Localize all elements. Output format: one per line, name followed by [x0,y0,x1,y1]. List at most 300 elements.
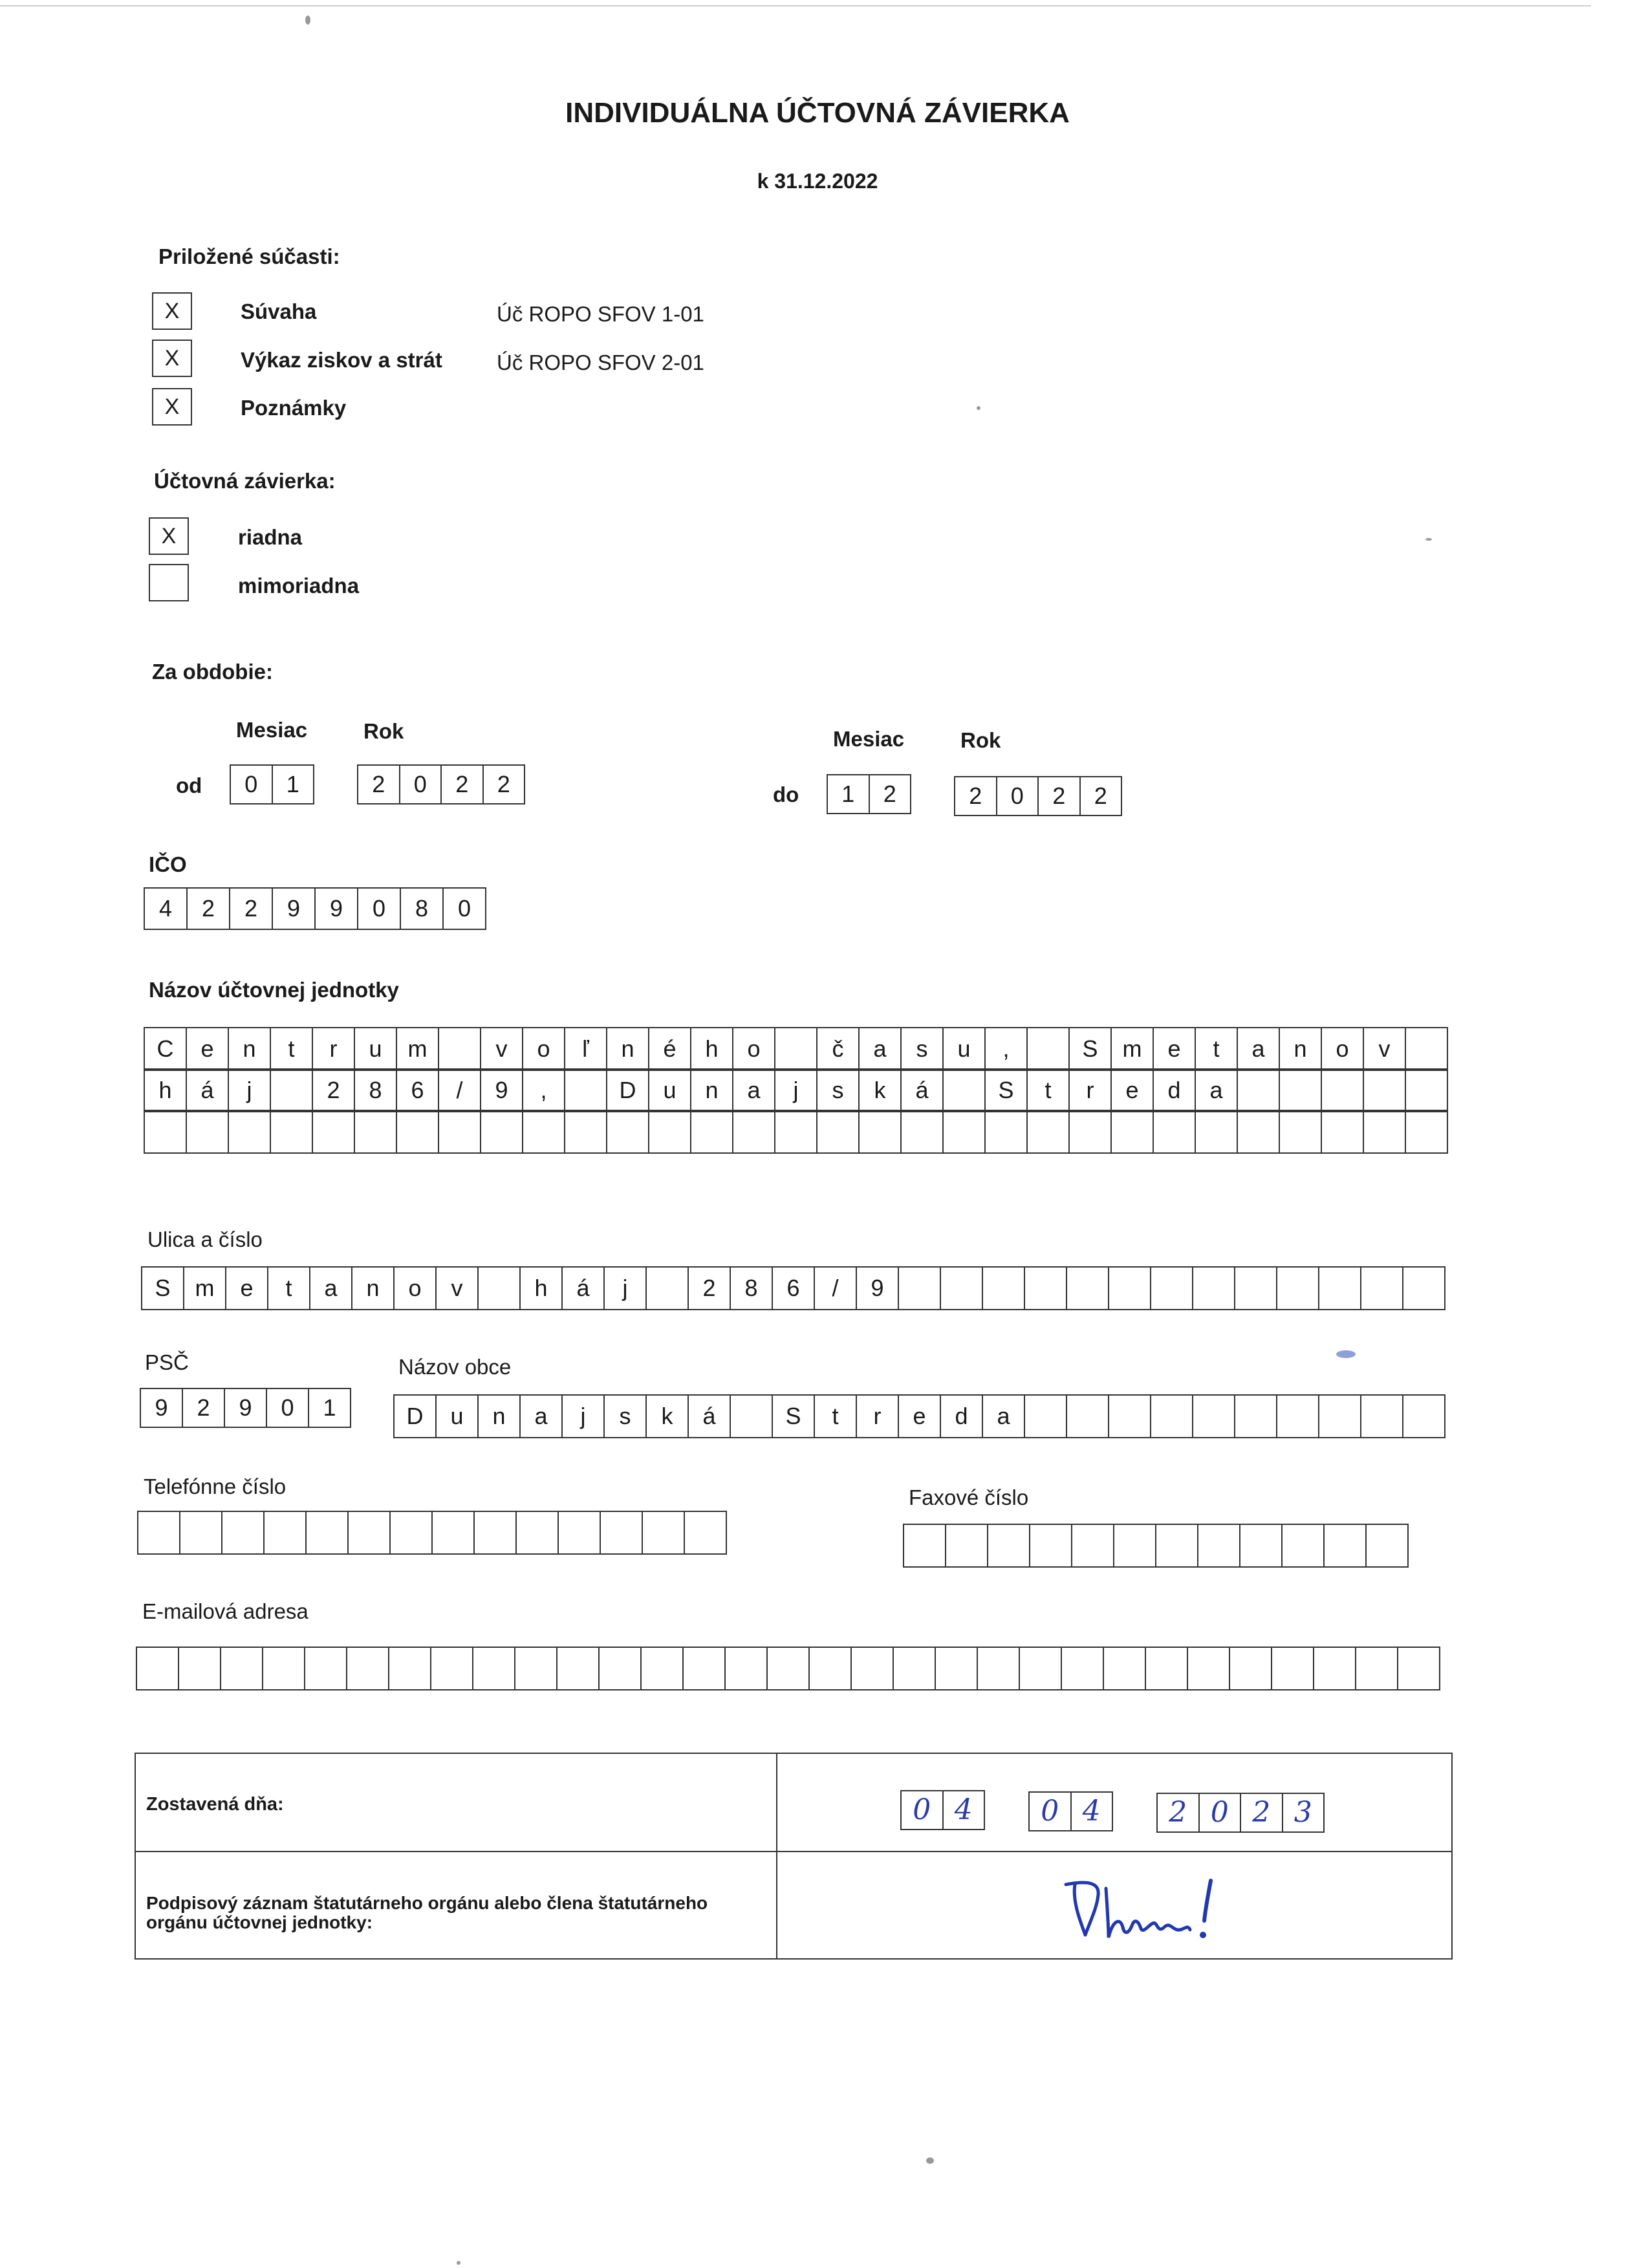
char-cell [1030,1524,1072,1568]
char-cell [1314,1647,1356,1690]
char-cell [649,1110,691,1154]
char-cell: u [944,1027,986,1071]
street-field[interactable] [141,1266,1446,1310]
char-cell [1277,1266,1319,1310]
char-cell [180,1511,222,1555]
char-cell: S [1070,1027,1112,1071]
char-cell [1188,1647,1230,1690]
psc-label: PSČ [145,1350,189,1374]
char-cell: / [439,1068,481,1112]
compiled-year-field[interactable] [1156,1793,1325,1833]
char-cell: n [352,1266,395,1310]
char-cell [1028,1110,1070,1154]
to-label: do [773,783,799,806]
digit-cell: 2 [1158,1793,1200,1833]
char-cell: t [1028,1068,1070,1112]
char-cell: u [355,1027,397,1071]
char-cell [1196,1110,1238,1154]
char-cell: j [229,1068,271,1112]
char-cell: v [437,1266,479,1310]
char-cell [558,1647,600,1690]
char-cell: s [817,1068,860,1112]
scan-speck [926,2157,934,2164]
digit-cell: 0 [358,887,401,930]
char-cell [263,1647,305,1690]
from-label: od [176,773,202,797]
from-month-field[interactable] [230,764,314,805]
char-cell [1238,1068,1280,1112]
char-cell: 1 [309,1388,351,1428]
char-cell [347,1647,389,1690]
char-cell [1406,1027,1448,1071]
char-cell [775,1110,817,1154]
char-cell [600,1647,642,1690]
char-cell [1364,1068,1406,1112]
char-cell [1235,1394,1277,1438]
digit-cell: 8 [401,887,444,930]
char-cell [1272,1647,1314,1690]
char-cell: e [226,1266,268,1310]
char-cell: , [986,1027,1028,1071]
char-cell [1198,1524,1240,1568]
char-cell [941,1266,983,1310]
scan-speck [1425,538,1432,541]
char-cell: D [395,1394,437,1438]
char-cell: s [902,1027,944,1071]
char-cell: á [689,1394,731,1438]
char-cell [944,1110,986,1154]
char-cell: a [983,1394,1025,1438]
char-cell [265,1511,307,1555]
char-cell [601,1511,643,1555]
char-cell: 6 [397,1068,439,1112]
char-cell: á [563,1266,605,1310]
char-cell: 2 [183,1388,225,1428]
char-cell [222,1511,265,1555]
char-cell [1109,1394,1151,1438]
char-cell: o [395,1266,437,1310]
char-cell [1361,1266,1403,1310]
char-cell: n [229,1027,271,1071]
char-cell [986,1110,1028,1154]
char-cell: 8 [731,1266,773,1310]
char-cell: h [521,1266,563,1310]
char-cell: m [184,1266,226,1310]
char-cell: a [1196,1068,1238,1112]
char-cell [1367,1524,1409,1568]
char-cell: , [523,1068,565,1112]
handwritten-signature [1061,1875,1229,1947]
ico-field[interactable] [144,887,486,930]
char-cell [899,1266,941,1310]
to-year-field[interactable] [954,776,1122,816]
entity-name-row-2[interactable] [144,1068,1448,1112]
char-cell [988,1524,1030,1568]
char-cell: o [523,1027,565,1071]
char-cell [1104,1647,1146,1690]
char-cell: m [1112,1027,1154,1071]
attachment-code-vykaz: Úč ROPO SFOV 2-01 [497,351,704,374]
char-cell: á [902,1068,944,1112]
char-cell [389,1647,431,1690]
char-cell [431,1647,473,1690]
char-cell [138,1511,180,1555]
email-label: E-mailová adresa [142,1599,309,1623]
digit-cell: 4 [145,887,188,930]
char-cell [1112,1110,1154,1154]
char-cell: a [733,1068,775,1112]
char-cell [1319,1266,1361,1310]
char-cell [860,1110,902,1154]
char-cell [271,1068,313,1112]
from-month-label: Mesiac [236,718,308,742]
char-cell: n [607,1027,649,1071]
char-cell [1406,1068,1448,1112]
char-cell: v [1364,1027,1406,1071]
char-cell [145,1110,187,1154]
char-cell [1406,1110,1448,1154]
scan-speck [457,2261,460,2265]
char-cell [1025,1394,1067,1438]
char-cell [684,1647,726,1690]
compiled-label: Zostavená dňa: [146,1794,284,1815]
digit-cell: 2 [442,764,484,805]
scan-edge-line [0,5,1591,6]
char-cell: r [313,1027,355,1071]
char-cell [1280,1110,1322,1154]
char-cell: é [649,1027,691,1071]
char-cell: 0 [267,1388,309,1428]
char-cell [1280,1068,1322,1112]
char-cell [305,1647,347,1690]
char-cell [179,1647,221,1690]
digit-cell: 2 [1081,776,1123,816]
psc-field[interactable] [140,1388,351,1428]
char-cell [1062,1647,1104,1690]
char-cell: d [1154,1068,1196,1112]
char-cell [1156,1524,1198,1568]
char-cell [481,1110,523,1154]
city-field[interactable] [393,1394,1446,1438]
char-cell: S [142,1266,184,1310]
char-cell [517,1511,559,1555]
from-year-label: Rok [363,719,404,743]
char-cell [1235,1266,1277,1310]
char-cell [565,1110,607,1154]
char-cell [1361,1394,1403,1438]
closing-checkbox-riadna[interactable]: X [149,517,189,555]
char-cell [1193,1266,1235,1310]
char-cell [1322,1068,1364,1112]
char-cell [1240,1524,1283,1568]
char-cell [1114,1524,1156,1568]
digit-cell: 0 [902,1790,944,1830]
table-divider-horizontal [136,1851,1451,1852]
char-cell: t [268,1266,310,1310]
char-cell [894,1647,936,1690]
street-label: Ulica a číslo [147,1227,263,1251]
char-cell [1403,1266,1446,1310]
char-cell: 8 [355,1068,397,1112]
char-cell: 6 [773,1266,815,1310]
char-cell [1067,1394,1109,1438]
char-cell [733,1110,775,1154]
entity-name-row-3[interactable] [144,1110,1448,1154]
char-cell: 9 [141,1388,183,1428]
ico-label: IČO [149,852,187,876]
char-cell [1154,1110,1196,1154]
char-cell: 9 [857,1266,899,1310]
char-cell: D [607,1068,649,1112]
char-cell [936,1647,978,1690]
attachments-heading: Priložené súčasti: [158,244,340,268]
char-cell [137,1647,179,1690]
digit-cell: 4 [944,1790,986,1830]
char-cell [978,1647,1020,1690]
char-cell: t [271,1027,313,1071]
char-cell [433,1511,475,1555]
char-cell [313,1110,355,1154]
char-cell: a [310,1266,352,1310]
signature-label: Podpisový záznam štatutárneho orgánu alebo člena štatutárneho orgánu účtovnej jednotky: [146,1893,708,1932]
char-cell [1319,1394,1361,1438]
document-title: INDIVIDUÁLNA ÚČTOVNÁ ZÁVIERKA [565,97,1070,129]
entity-name-label: Názov účtovnej jednotky [149,978,399,1002]
table-divider-vertical [776,1754,777,1958]
signoff-table [135,1753,1453,1960]
char-cell [1193,1394,1235,1438]
char-cell [768,1647,810,1690]
char-cell [691,1110,733,1154]
char-cell: n [479,1394,521,1438]
char-cell: a [521,1394,563,1438]
char-cell [391,1511,433,1555]
char-cell [852,1647,894,1690]
digit-cell: 1 [828,774,870,814]
to-month-field[interactable] [827,774,911,814]
char-cell: / [815,1266,857,1310]
char-cell: á [187,1068,229,1112]
char-cell [731,1394,773,1438]
digit-cell: 0 [1030,1791,1072,1831]
char-cell [643,1511,685,1555]
digit-cell: 2 [188,887,230,930]
digit-cell: 4 [1072,1791,1114,1831]
char-cell: a [860,1027,902,1071]
char-cell: j [605,1266,647,1310]
char-cell: n [1280,1027,1322,1071]
char-cell [221,1647,263,1690]
closing-heading: Účtovná závierka: [154,469,336,493]
char-cell [475,1511,517,1555]
period-heading: Za obdobie: [152,660,273,684]
char-cell [1146,1647,1188,1690]
char-cell [515,1647,558,1690]
char-cell: h [145,1068,187,1112]
char-cell [439,1027,481,1071]
char-cell [1067,1266,1109,1310]
scan-speck [977,406,980,410]
char-cell: d [941,1394,983,1438]
char-cell [726,1647,768,1690]
char-cell [1151,1266,1193,1310]
fax-field[interactable] [903,1524,1409,1568]
char-cell: j [563,1394,605,1438]
char-cell: e [1154,1027,1196,1071]
char-cell [1277,1394,1319,1438]
char-cell [1238,1110,1280,1154]
char-cell: u [437,1394,479,1438]
char-cell: h [691,1027,733,1071]
char-cell [946,1524,988,1568]
char-cell: S [986,1068,1028,1112]
char-cell [439,1110,481,1154]
char-cell [1072,1524,1114,1568]
char-cell: n [691,1068,733,1112]
digit-cell: 9 [316,887,358,930]
char-cell [1028,1027,1070,1071]
char-cell [1151,1394,1193,1438]
char-cell [473,1647,515,1690]
char-cell: k [647,1394,689,1438]
char-cell [271,1110,313,1154]
char-cell [775,1027,817,1071]
digit-cell: 2 [1039,776,1081,816]
char-cell [397,1110,439,1154]
to-month-label: Mesiac [833,727,905,751]
char-cell [1322,1110,1364,1154]
char-cell [810,1647,852,1690]
char-cell [944,1068,986,1112]
char-cell: s [605,1394,647,1438]
char-cell: v [481,1027,523,1071]
digit-cell: 2 [230,887,273,930]
char-cell [565,1068,607,1112]
char-cell: u [649,1068,691,1112]
char-cell: 2 [689,1266,731,1310]
char-cell [983,1266,1025,1310]
digit-cell: 2 [358,764,400,805]
char-cell: r [857,1394,899,1438]
char-cell [1070,1110,1112,1154]
digit-cell: 3 [1283,1793,1325,1833]
char-cell: k [860,1068,902,1112]
char-cell: ľ [565,1027,607,1071]
char-cell [607,1110,649,1154]
char-cell [642,1647,684,1690]
char-cell [1230,1647,1272,1690]
char-cell [1109,1266,1151,1310]
digit-cell: 2 [955,776,997,816]
attachment-code-suvaha: Úč ROPO SFOV 1-01 [497,302,704,326]
char-cell: č [817,1027,860,1071]
attachment-label-poznamky: Poznámky [241,396,347,420]
attachment-label-vykaz: Výkaz ziskov a strát [241,348,442,372]
char-cell [1356,1647,1398,1690]
attachment-label-suvaha: Súvaha [241,299,317,323]
char-cell: a [1238,1027,1280,1071]
entity-name-row-1[interactable] [144,1027,1448,1071]
char-cell [355,1110,397,1154]
char-cell [1020,1647,1062,1690]
char-cell [349,1511,391,1555]
char-cell: e [187,1027,229,1071]
char-cell [1398,1647,1440,1690]
char-cell [229,1110,271,1154]
char-cell [902,1110,944,1154]
char-cell: r [1070,1068,1112,1112]
digit-cell: 1 [273,764,315,805]
from-year-field[interactable] [357,764,525,805]
digit-cell: 2 [1241,1793,1283,1833]
closing-checkbox-mimoriadna[interactable] [149,564,189,601]
closing-label-riadna: riadna [238,525,303,549]
char-cell: 9 [225,1388,267,1428]
char-cell: t [1196,1027,1238,1071]
digit-cell: 0 [997,776,1039,816]
report-date: k 31.12.2022 [757,169,878,193]
char-cell: C [145,1027,187,1071]
digit-cell: 2 [870,774,912,814]
char-cell [559,1511,601,1555]
attachment-checkbox-suvaha[interactable]: X [152,292,192,330]
char-cell: o [733,1027,775,1071]
to-year-label: Rok [960,728,1001,752]
closing-label-mimoriadna: mimoriadna [238,574,360,598]
char-cell: m [397,1027,439,1071]
char-cell [187,1110,229,1154]
digit-cell: 0 [231,764,273,805]
attachment-checkbox-poznamky[interactable]: X [152,388,192,426]
char-cell [647,1266,689,1310]
char-cell: e [1112,1068,1154,1112]
char-cell [1403,1394,1446,1438]
char-cell [685,1511,727,1555]
digit-cell: 9 [273,887,316,930]
char-cell [817,1110,860,1154]
char-cell: e [899,1394,941,1438]
char-cell [523,1110,565,1154]
char-cell [1283,1524,1325,1568]
char-cell [1364,1110,1406,1154]
city-label: Názov obce [398,1355,512,1379]
char-cell [479,1266,521,1310]
compiled-month-field[interactable] [1028,1791,1113,1831]
scan-speck [305,16,310,25]
digit-cell: 0 [1200,1793,1242,1833]
fax-label: Faxové číslo [909,1485,1029,1509]
char-cell: o [1322,1027,1364,1071]
ink-smudge [1336,1350,1356,1358]
char-cell: j [775,1068,817,1112]
char-cell: S [773,1394,815,1438]
attachment-checkbox-vykaz[interactable]: X [152,340,192,377]
char-cell: 9 [481,1068,523,1112]
char-cell [1025,1266,1067,1310]
char-cell [1325,1524,1367,1568]
email-field[interactable] [136,1647,1440,1690]
char-cell: 2 [313,1068,355,1112]
compiled-day-field[interactable] [900,1790,985,1830]
digit-cell: 0 [444,887,486,930]
phone-field[interactable] [137,1511,727,1555]
char-cell [904,1524,946,1568]
phone-label: Telefónne číslo [144,1474,287,1498]
digit-cell: 0 [400,764,442,805]
char-cell [307,1511,349,1555]
char-cell: t [815,1394,857,1438]
digit-cell: 2 [484,764,526,805]
